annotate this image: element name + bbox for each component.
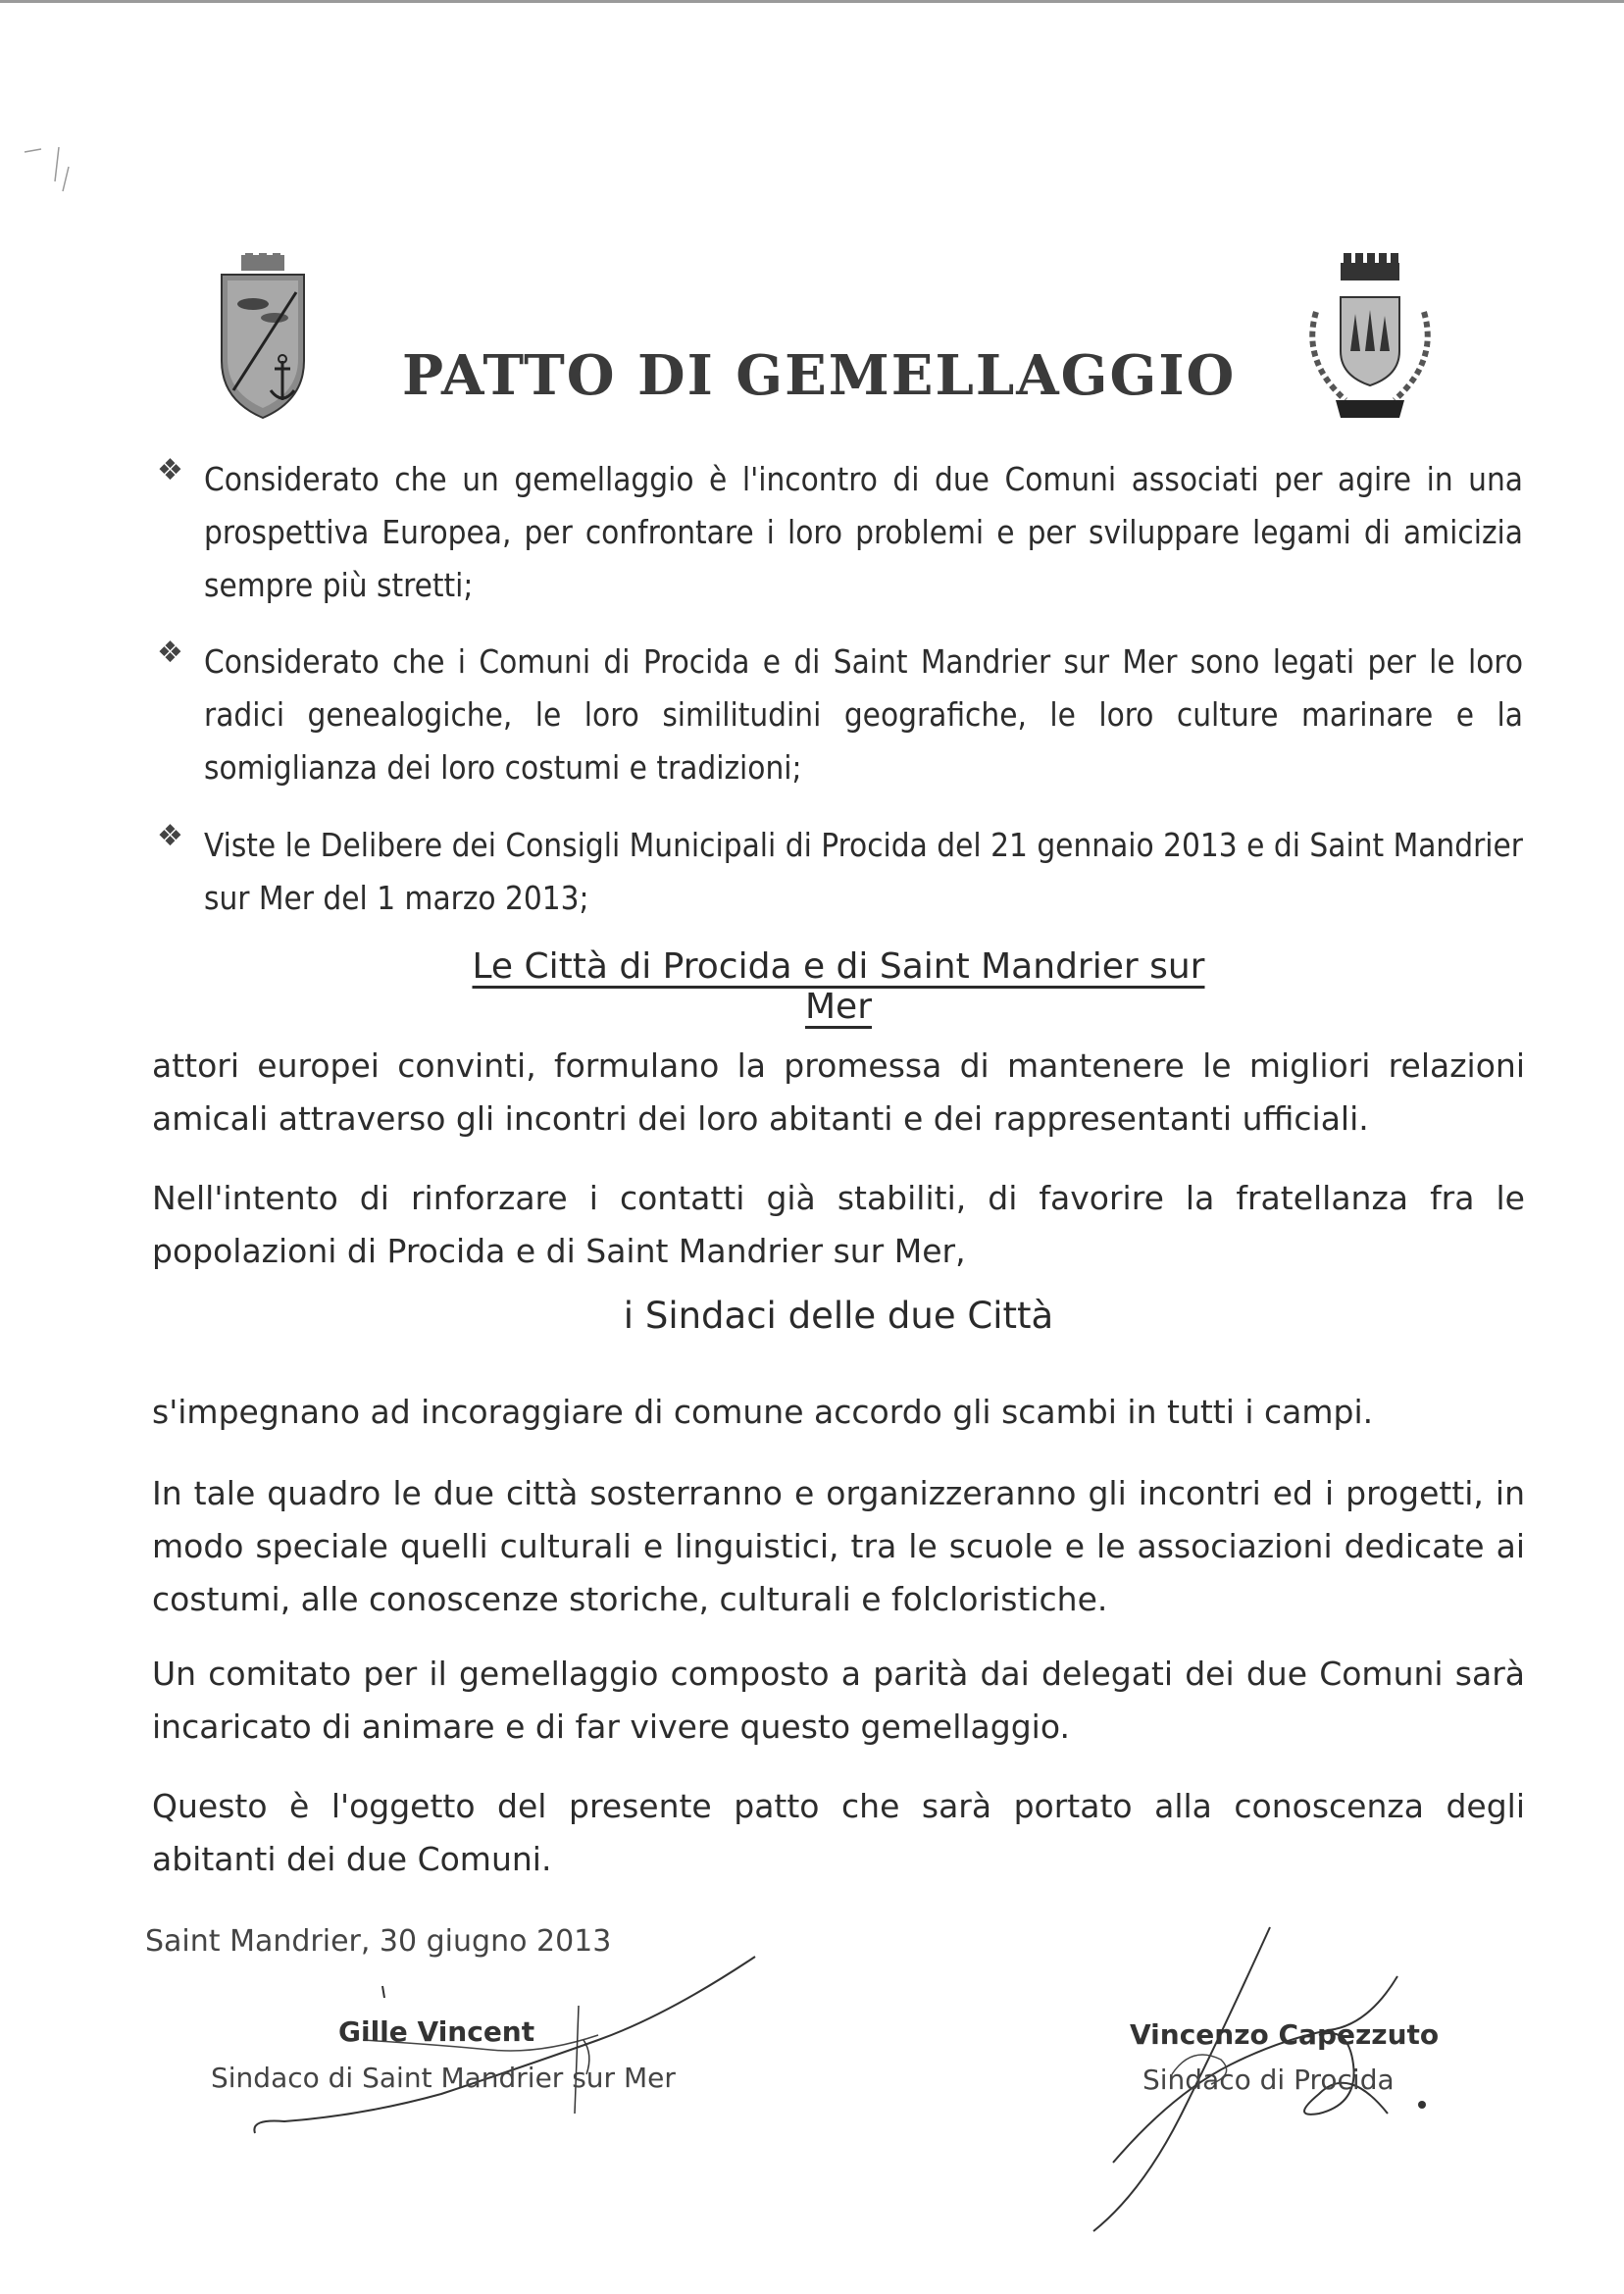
diamond-dots-icon: ❖: [157, 819, 183, 853]
ink-dot: [1418, 2101, 1426, 2109]
saint-mandrier-coat-of-arms: [214, 253, 312, 420]
paragraph-intent: Nell'intento di rinforzare i contatti già stabiliti, di favorire la fratellanza fra le popolazioni di Procida e di Saint Mandrier sur Mer,: [152, 1179, 1525, 1270]
procida-coat-of-arms: [1296, 253, 1444, 439]
paragraph-commitment: s'impegnano ad incoraggiare di comune accordo gli scambi in tutti i campi.: [152, 1393, 1374, 1431]
place-date: Saint Mandrier, 30 giugno 2013: [145, 1924, 612, 1959]
paragraph-object: Questo è l'oggetto del presente patto che sarà portato alla conoscenza degli abitanti dei due Comuni.: [152, 1787, 1525, 1878]
bullet-text: Considerato che un gemellaggio è l'incontro di due Comuni associati per agire in una prospettiva Europea, per confrontare i loro problemi e per sviluppare legami di amicizia sempre più stretti;: [204, 460, 1523, 604]
bullet-text: Considerato che i Comuni di Procida e di Saint Mandrier sur Mer sono legati per le loro radici genealogiche, le loro similitudini geografiche, le loro culture marinare e la somiglianza dei loro costumi e tradizioni;: [204, 642, 1523, 787]
scan-edge: [0, 0, 1624, 3]
signatory-role: Sindaco di Saint Mandrier sur Mer: [211, 2062, 676, 2094]
mayors-heading: i Sindaci delle due Città: [623, 1295, 1054, 1337]
paragraph-committee: Un comitato per il gemellaggio composto a parità dai delegati dei due Comuni sarà incaricato di animare e di far vivere questo gemellaggio.: [152, 1655, 1525, 1746]
signatory-role: Sindaco di Procida: [1142, 2064, 1395, 2096]
document-title: PATTO DI GEMELLAGGIO: [402, 342, 1237, 408]
bullet-text: Viste le Delibere dei Consigli Municipali di Procida del 21 gennaio 2013 e di Saint Mandrier sur Mer del 1 marzo 2013;: [204, 826, 1523, 917]
signature-gille-vincent: [245, 1947, 775, 2153]
diamond-dots-icon: ❖: [157, 453, 183, 487]
cities-heading: Le Città di Procida e di Saint Mandrier sur Mer: [472, 946, 1205, 1027]
signatory-name: Gille Vincent: [338, 2015, 535, 2048]
diamond-dots-icon: ❖: [157, 636, 183, 670]
paragraph-framework: In tale quadro le due città sosterranno e organizzeranno gli incontri ed i progetti, in modo speciale quelli culturali e linguistici, tra le scuole e le associazioni dedicate ai costumi, alle conoscenze storiche, culturali e folcloristiche.: [152, 1474, 1525, 1618]
scan-mark: [20, 137, 98, 196]
paragraph-promise: attori europei convinti, formulano la promessa di mantenere le migliori relazioni amicali attraverso gli incontri dei loro abitanti e dei rappresentanti ufficiali.: [152, 1046, 1525, 1138]
signatory-name: Vincenzo Capezzuto: [1130, 2018, 1440, 2051]
